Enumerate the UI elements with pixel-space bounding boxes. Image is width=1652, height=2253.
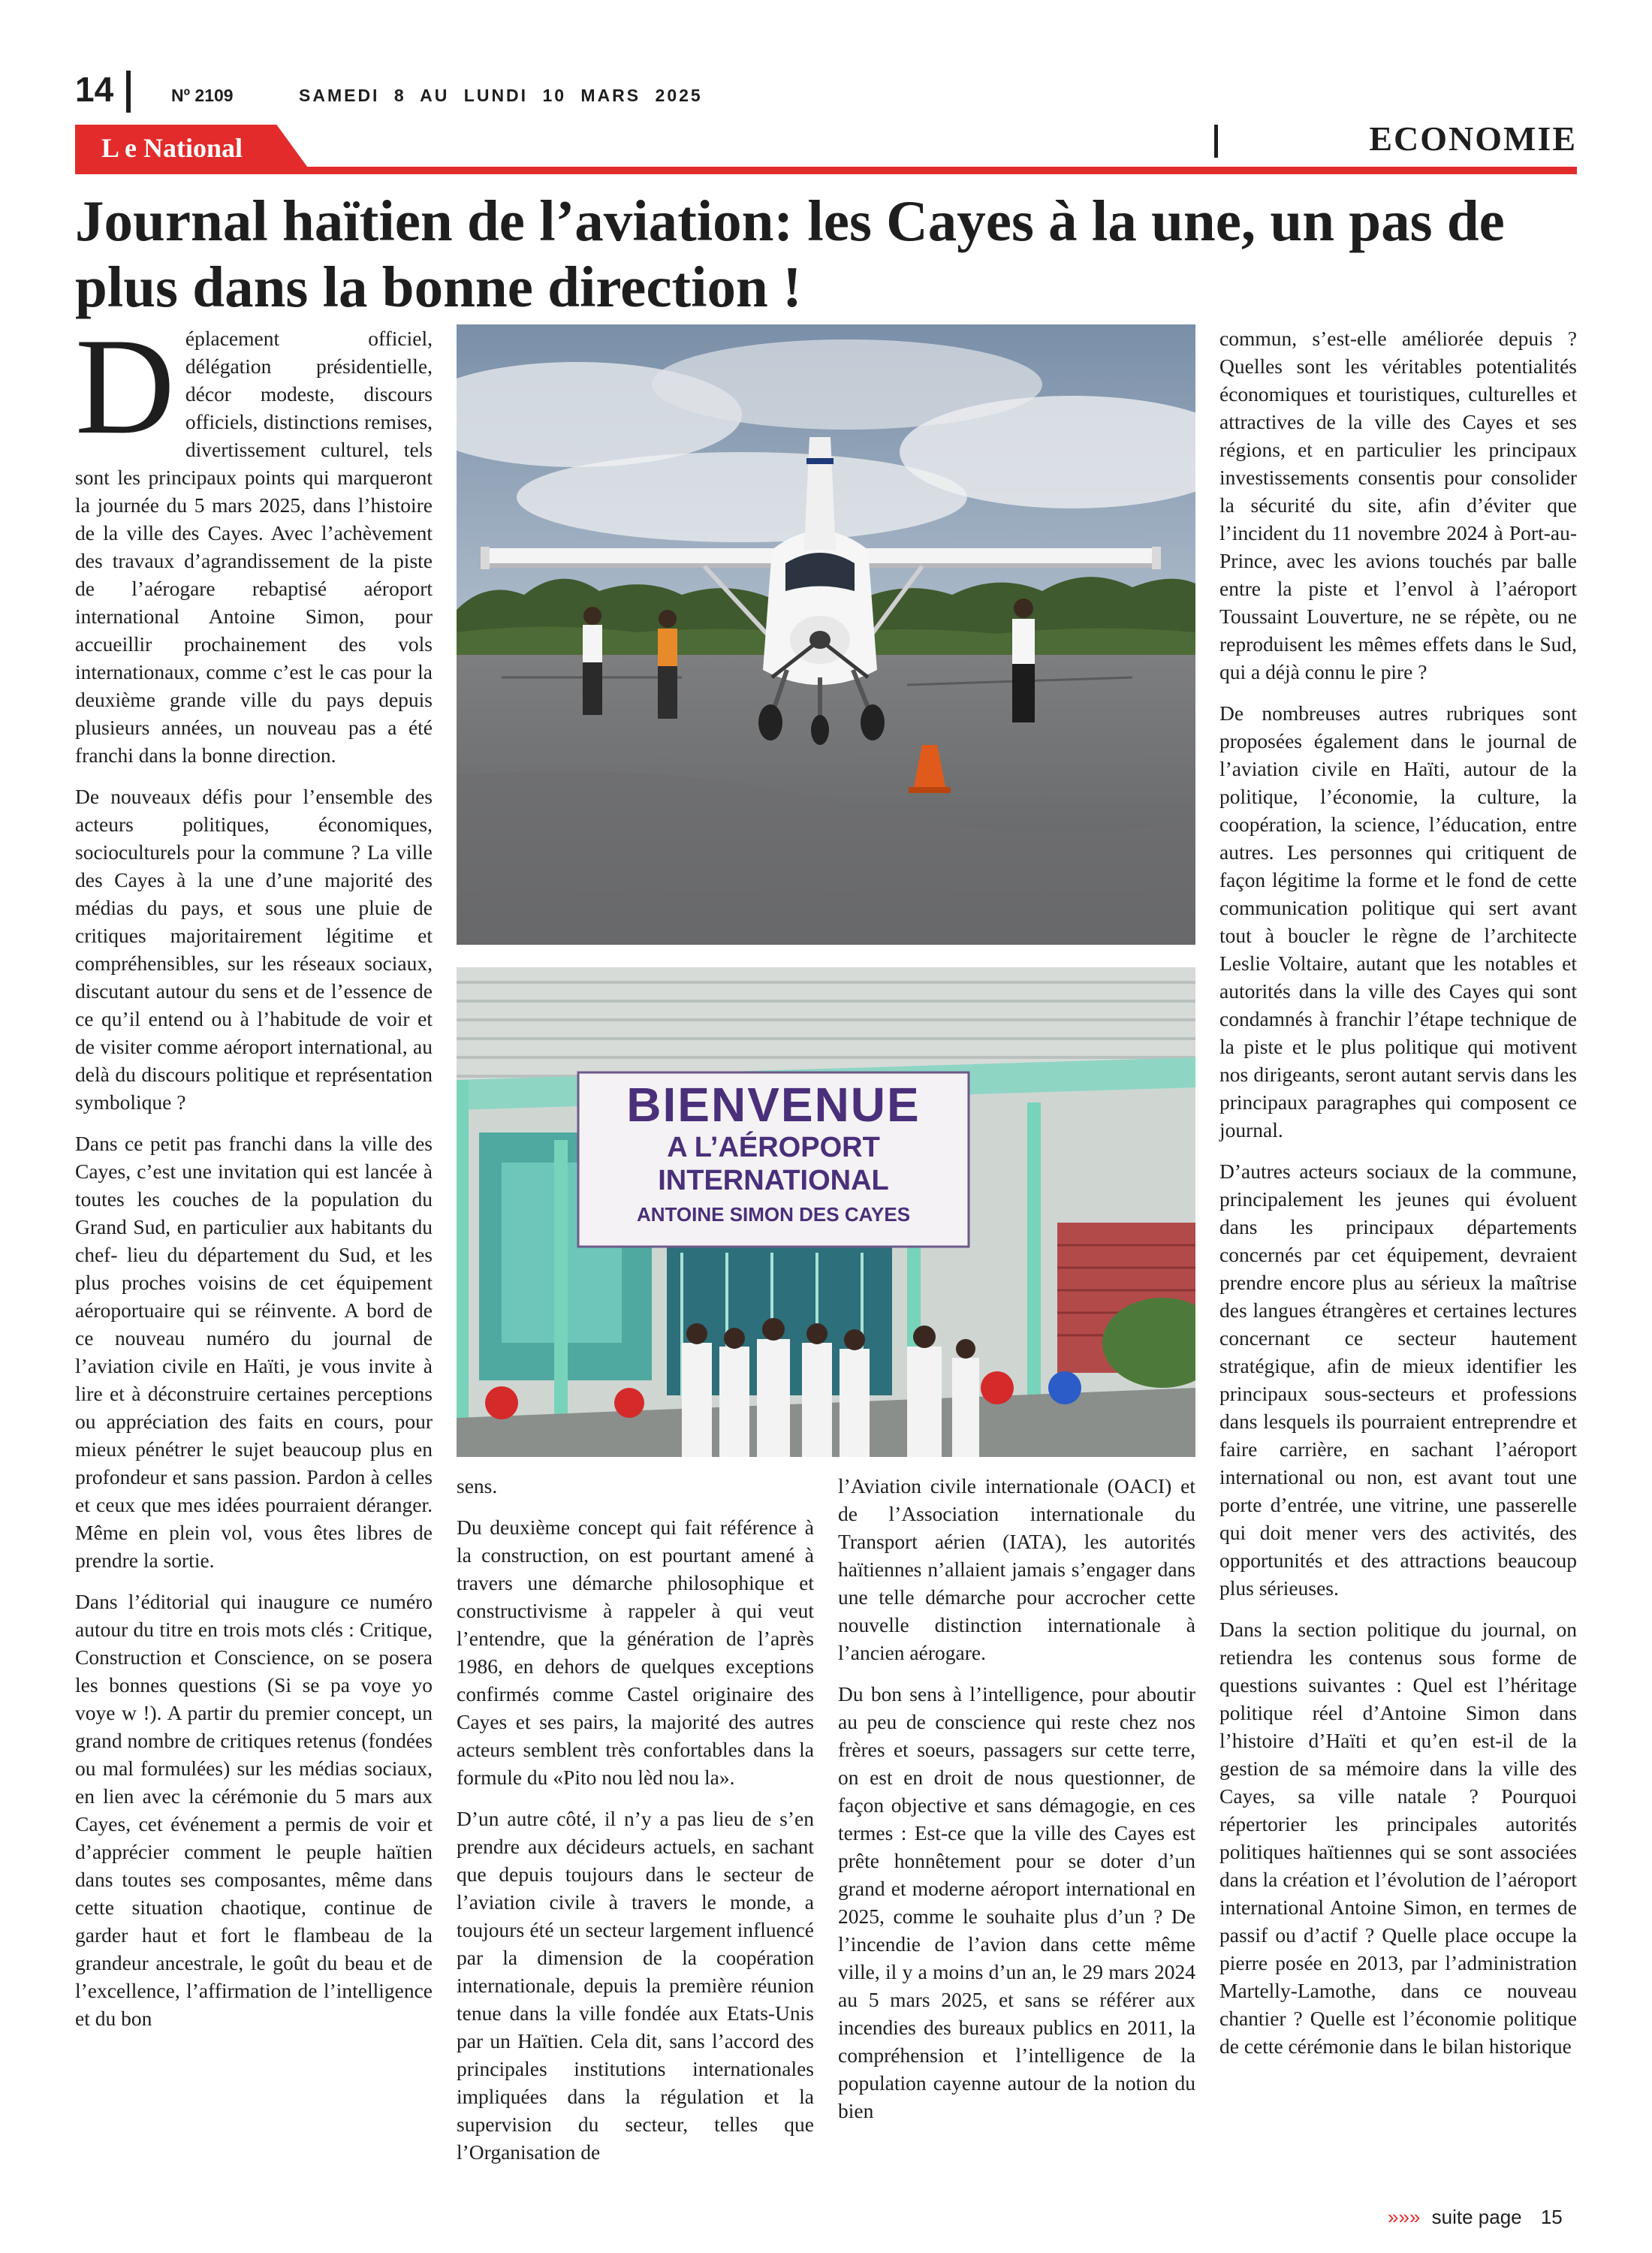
article-paragraph [75, 309, 433, 769]
article-paragraph: De nouveaux défis pour l’ensemble des acteurs politiques, économiques, socioculturels pour la commune ? La ville des Cayes à la une d’une majorité des médias du pays, et sous une pluie de critiques majoritairement légitime et compréhensibles, sur les réseaux sociaux, discutant autour du sens et de l’essence de ce qu’il entend ou à l’habitude de voir et de visiter comme aéroport international, au delà du discours politique et représentation symbolique ? [75, 785, 433, 1114]
article-paragraph: Dans ce petit pas franchi dans la ville des Cayes, c’est une invitation qui est lancée à toutes les couches de la population du Grand Sud, en particulier aux habitants du chef- lieu du département du Sud, et les plus proches voisins de cet équipement aéroportuaire qui se réinvente. A bord de ce nouveau numéro du journal de l’aviation civile en Haïti, je vous invite à lire et à déconstruire certaines perceptions ou appréciation des faits en cours, pour mieux pénétrer le sujet beaucoup plus en profondeur et sans passion. Pardon à celles et ceux que mes idées pourraient déranger. Même en plein vol, vous êtes libres de prendre la sortie. [75, 1132, 433, 1572]
welcome-sign [578, 1075, 969, 1227]
sign-line-3: INTERNATIONAL [658, 1165, 889, 1196]
sign-line-4: ANTOINE SIMON DES CAYES [636, 1203, 911, 1226]
continued-page: 15 [1540, 2206, 1563, 2228]
continued-arrows: »»» [1388, 2206, 1421, 2228]
article-paragraph: Du deuxième concept qui fait référence à la construction, on est pourtant amené à travers une démarche philosophique et constructivisme à rappeler à qui veut l’entendre, que la génération de l’après 1986, en dehors de quelques exceptions confirmés comme Castel originaire des Cayes et ses pairs, la majorité des autres acteurs semblent très confortables dans la formule du «Pito nou lèd nou la». [457, 1516, 814, 1789]
article-paragraph: Du bon sens à l’intelligence, pour aboutir au peu de conscience qui reste chez nos frères et soeurs, passagers sur cette terre, on est en droit de nous questionner, de façon objective et sans démagogie, en ces termes : Est-ce que la ville des Cayes est prête honnêtement pour se doter d’un grand et moderne aéroport international en 2025, comme le souhaite plus d’un ? De l’incendie de l’avion dans cette même ville, il y a moins d’un an, le 29 mars 2024 au 5 mars 2025, et sans se référer aux incendies des bureaux publics en 2011, la compréhension et l’intelligence de la population cayenne autour de la notion du bien [838, 1682, 1195, 2122]
publication-name: L e National [101, 133, 243, 163]
article-column-3 [838, 1472, 1195, 2138]
page-number: 14 [75, 70, 114, 109]
page-number-divider [126, 71, 131, 113]
issue-number: Nº 2109 [171, 86, 234, 105]
article-column-4 [1219, 324, 1577, 2074]
sign-line-2: A L’AÉROPORT [667, 1132, 880, 1163]
article-paragraph: De nombreuses autres rubriques sont proposées également dans le journal de l’aviation civile en Haïti, autour de la politique, l’économie, la culture, la coopération, la science, l’éducation, entre autres. Les personnes qui critiquent de façon légitime la forme et le fond de cette communication politique qui sert avant tout à boucler le règne de l’architecte Leslie Voltaire, autant que les notables et autorités dans la ville des Cayes qui sont condamnés à franchir l’étape technique de la piste et le plus politique qui motivent nos dirigeants, seront autant servis dans les principaux paragraphes qui composent ce journal. [1219, 701, 1577, 1142]
article-paragraph: D’un autre côté, il n’y a pas lieu de s’en prendre aux décideurs actuels, en sachant que depuis toujours dans le secteur de l’aviation civile à travers le monde, a toujours été un secteur largement influencé par la dimension de la coopération internationale, depuis la première réunion tenue dans la ville fondée aux Etats-Unis par un Haïtien. Cela dit, sans l’accord des principales institutions internationales impliquées dans la régulation et la supervision du secteur, telles que l’Organisation de [457, 1807, 814, 2164]
article-column-1 [75, 309, 433, 2046]
article-paragraph: commun, s’est-elle améliorée depuis ? Quelles sont les véritables potentialités économiques et touristiques, culturelles et attractives de la ville des Cayes et ses régions, et en particulier les principaux investissements consentis pour consolider la sécurité du site, afin d’éviter que l’incident du 11 novembre 2024 à Port-au-Prince, avec les avions touchés par balle entre la piste et l’envol à l’aéroport Toussaint Louverture, ne se répète, ou ne reproduisent les mêmes effets dans le Sud, qui a déjà connu le pire ? [1219, 327, 1577, 683]
continued-label: suite page [1431, 2206, 1522, 2228]
article-paragraph: D’autres acteurs sociaux de la commune, principalement les jeunes qui évoluent dans les principaux départements concernés par cet équipement, devraient prendre encore plus au sérieux la maîtrise des langues étrangères et certaines lectures concernant ce secteur hautement stratégique, afin de mieux identifier les principaux sous-secteurs et professions dans lesquels ils pourraient entreprendre et faire carrière, en sachant l’aéroport international ou non, est avant tout une porte d’entrée, une vitrine, une passerelle qui doit mener vers des activités, des opportunités et des attractions beaucoup plus sérieuses. [1219, 1160, 1577, 1600]
issue-date: SAMEDI 8 AU LUNDI 10 MARS 2025 [299, 86, 703, 105]
sign-line-1: BIENVENUE [626, 1078, 921, 1132]
continued-on-page[interactable] [1388, 2206, 1563, 2229]
header-rule [75, 167, 1577, 174]
article-paragraph: Dans la section politique du journal, on retiendra les contenus sous forme de questions suivantes : Quel est l’héritage politique réel d’Antoine Simon dans l’histoire d’Haïti et qu’en est-il de la gestion de sa mémoire dans la ville des Cayes, sa ville natale ? Pourquoi répertorier les principales autorités politiques haïtiennes qui se sont associées dans la création et l’évolution de l’aéroport international Antoine Simon, en termes de passif ou d’actif ? Quelle place occupe la pierre posée en 2013, par l’administration Martelly-Lamothe, dans ce nouveau chantier ? Quelle est l’économie politique de cette cérémonie dans le bilan historique [1219, 1618, 1577, 2058]
article-headline: Journal haïtien de l’aviation: les Cayes à la une, un pas de plus dans la bonne direction ! [75, 189, 1505, 319]
article-paragraph: l’Aviation civile internationale (OACI) et de l’Association internationale du Transport aérien (IATA), les autorités haïtiennes n’allaient jamais s’engager dans une telle démarche pour accrocher cette nouvelle distinction internationale à l’ancien aérogare. [838, 1474, 1195, 1664]
section-divider [1214, 125, 1218, 158]
section-title: ECONOMIE [1369, 119, 1577, 158]
article-paragraph: sens. [457, 1474, 498, 1497]
paragraph-text: éplacement officiel, délégation présidentielle, décor modeste, discours officiels, distinctions remises, divertissement culturel, tels sont les principaux points qui marqueront la journée du 5 mars 2025, dans l’histoire de la ville des Cayes. Avec l’achèvement des travaux d’agrandissement de la piste de l’aérogare rebaptisé aéroport international Antoine Simon, pour accueillir prochainement des vols internationaux, comme c’est le cas pour la deuxième grande ville du pays depuis plusieurs années, un nouveau pas a été franchi dans la bonne direction. [75, 327, 433, 767]
article-paragraph: Dans l’éditorial qui inaugure ce numéro autour du titre en trois mots clés : Critique, Construction et Conscience, on se posera les bonnes questions (Si se pa voye yo voye w !). A partir du premier concept, un grand nombre de critiques retenus (fondées ou mal formulées) sur les médias sociaux, en lien avec la cérémonie du 5 mars aux Cayes, cet événement a permis de voir et d’apprécier comment le peuple haïtien dans toutes ses composantes, même dans cette situation chaotique, continue de garder haut et fort le flambeau de la grandeur ancestrale, le goût du beau et de l’excellence, l’affirmation de l’intelligence et du bon [75, 1590, 433, 2030]
airplane-runway-photo [457, 324, 1195, 945]
article-column-2 [457, 1472, 814, 2179]
drop-cap: D [75, 309, 175, 463]
